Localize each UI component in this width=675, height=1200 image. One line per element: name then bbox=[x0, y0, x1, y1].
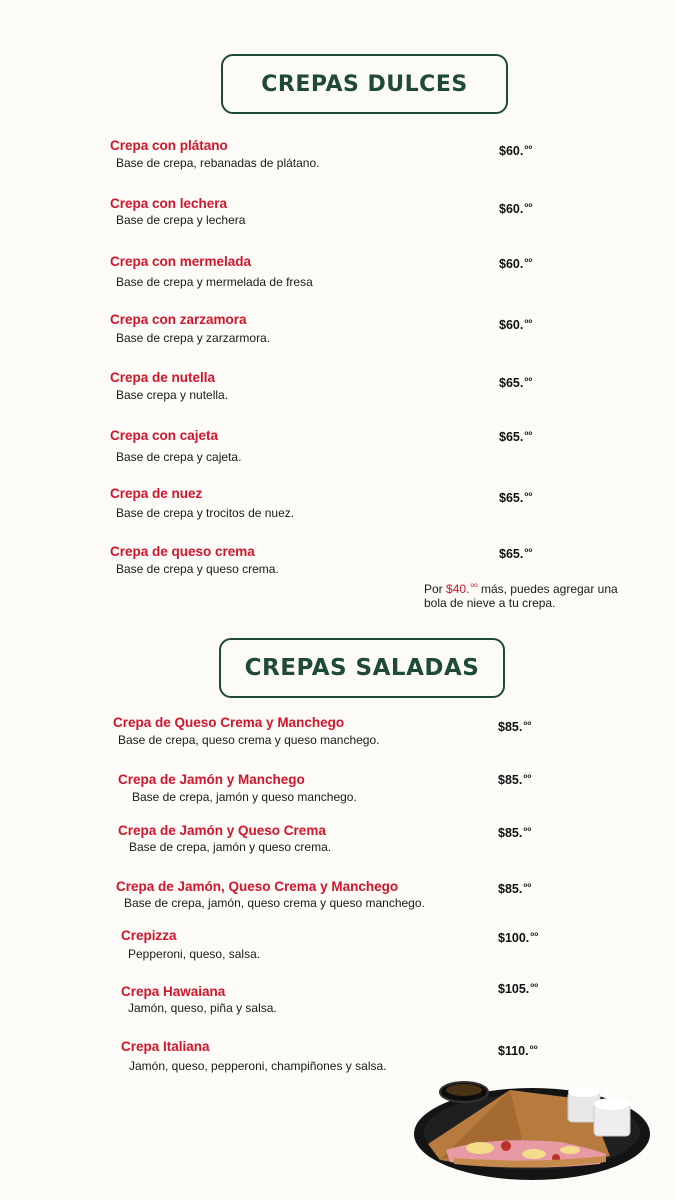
item-price: $100.$^{oo}$ bbox=[498, 931, 539, 945]
item-description: Base de crepa y cajeta. bbox=[116, 450, 242, 464]
item-description: Base de crepa, queso crema y queso manchego. bbox=[118, 733, 380, 747]
item-description: Jamón, queso, pepperoni, champiñones y salsa. bbox=[129, 1059, 387, 1073]
item-description: Base de crepa y zarzarmora. bbox=[116, 331, 271, 345]
crepe-plate-icon bbox=[410, 1076, 654, 1186]
item-price: $85.$^{oo}$ bbox=[498, 882, 532, 896]
item-description: Base de crepa, rebanadas de plátano. bbox=[116, 156, 320, 170]
item-price: $60.$^{oo}$ bbox=[499, 202, 533, 216]
item-description: Base de crepa, jamón y queso manchego. bbox=[132, 790, 357, 804]
item-name: Crepa de nutella bbox=[110, 370, 216, 385]
item-description: Base de crepa y trocitos de nuez. bbox=[116, 506, 295, 520]
item-price: $65.$^{oo}$ bbox=[499, 376, 533, 390]
item-name: Crepa de Jamón, Queso Crema y Manchego bbox=[116, 879, 399, 894]
item-name: Crepa con cajeta bbox=[110, 428, 219, 443]
section-title-crepas-saladas: CREPAS SALADAS bbox=[219, 638, 505, 698]
item-price: $105.$^{oo}$ bbox=[498, 982, 539, 996]
item-name: Crepa con mermelada bbox=[110, 254, 252, 269]
item-name: Crepa con zarzamora bbox=[110, 312, 247, 327]
item-name: Crepa de Jamón y Manchego bbox=[118, 772, 305, 787]
item-description: Base de crepa y mermelada de fresa bbox=[116, 275, 313, 289]
item-description: Base de crepa, jamón, queso crema y queso manchego. bbox=[124, 896, 425, 910]
section-title-crepas-dulces: CREPAS DULCES bbox=[221, 54, 508, 114]
item-name: Crepa con plátano bbox=[110, 138, 228, 153]
add-ice-cream-note: Por $40.$^{oo}$ más, puedes agregar una bola de nieve a tu crepa. bbox=[424, 582, 618, 610]
item-price: $65.$^{oo}$ bbox=[499, 491, 533, 505]
item-description: Base crepa y nutella. bbox=[116, 388, 229, 402]
item-name: Crepizza bbox=[121, 928, 177, 943]
item-description: Base de crepa y queso crema. bbox=[116, 562, 279, 576]
item-description: Pepperoni, queso, salsa. bbox=[128, 947, 261, 961]
item-price: $85.$^{oo}$ bbox=[498, 826, 532, 840]
item-description: Base de crepa y lechera bbox=[116, 213, 246, 227]
item-name: Crepa de nuez bbox=[110, 486, 203, 501]
item-name: Crepa Hawaiana bbox=[121, 984, 226, 999]
item-name: Crepa Italiana bbox=[121, 1039, 210, 1054]
item-description: Base de crepa, jamón y queso crema. bbox=[129, 840, 332, 854]
item-name: Crepa de Queso Crema y Manchego bbox=[113, 715, 345, 730]
item-price: $85.$^{oo}$ bbox=[498, 720, 532, 734]
item-price: $60.$^{oo}$ bbox=[499, 144, 533, 158]
add-on-price: $40.$^{oo}$ bbox=[446, 582, 478, 596]
item-price: $60.$^{oo}$ bbox=[499, 257, 533, 271]
item-price: $85.$^{oo}$ bbox=[498, 773, 532, 787]
item-price: $65.$^{oo}$ bbox=[499, 547, 533, 561]
item-price: $60.$^{oo}$ bbox=[499, 318, 533, 332]
item-description: Jamón, queso, piña y salsa. bbox=[128, 1001, 277, 1015]
item-price: $65.$^{oo}$ bbox=[499, 430, 533, 444]
item-price: $110.$^{oo}$ bbox=[498, 1044, 538, 1058]
item-name: Crepa con lechera bbox=[110, 196, 228, 211]
item-name: Crepa de queso crema bbox=[110, 544, 255, 559]
item-name: Crepa de Jamón y Queso Crema bbox=[118, 823, 326, 838]
